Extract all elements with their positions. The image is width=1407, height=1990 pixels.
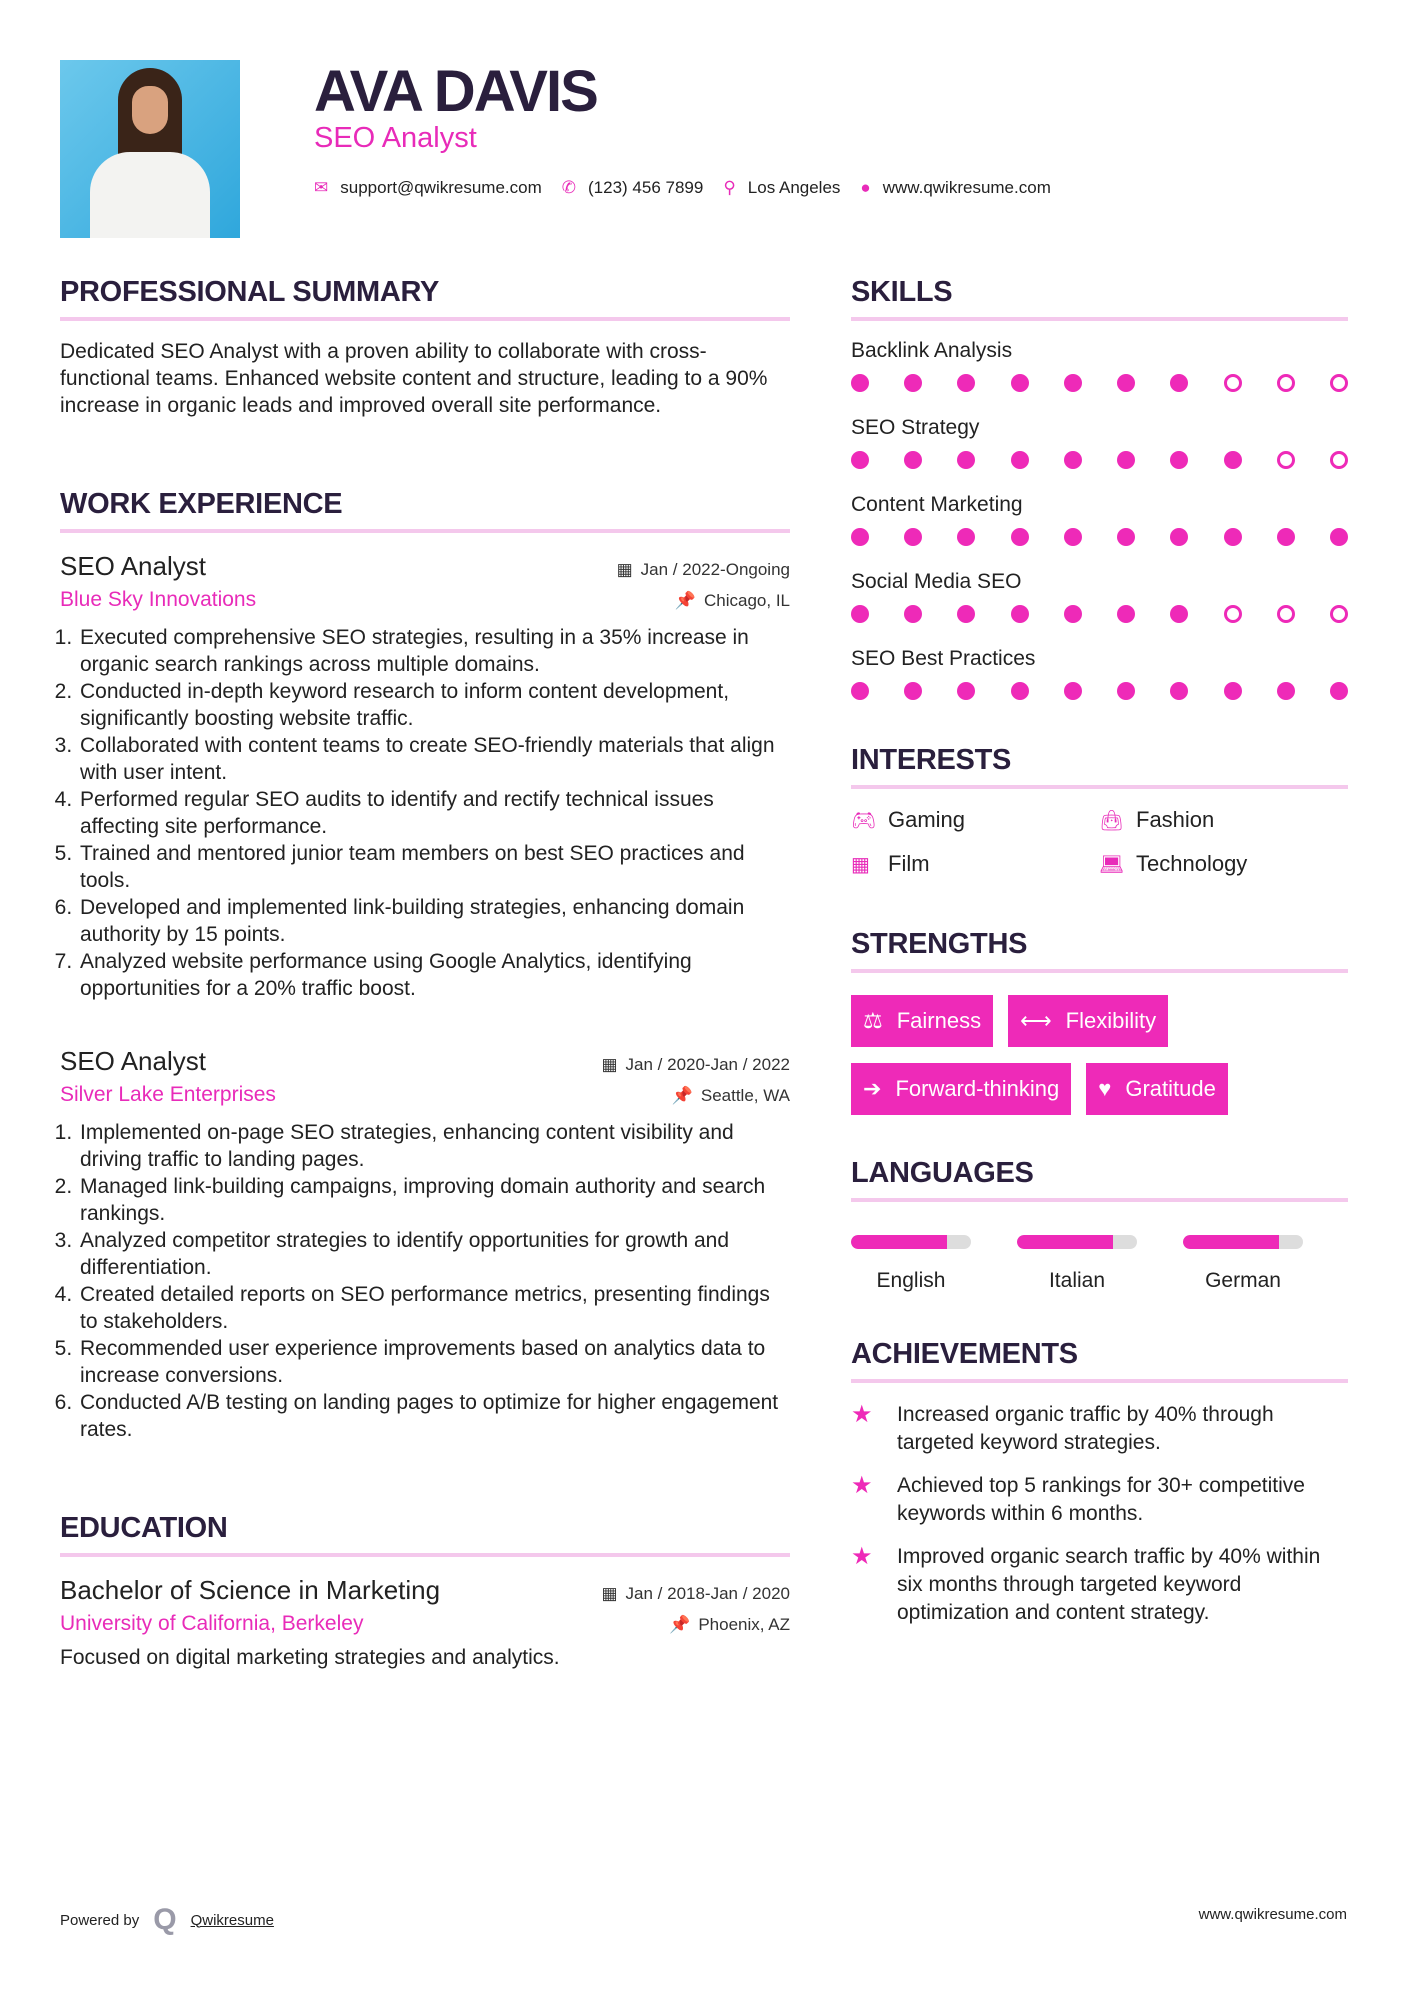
pushpin-icon: 📌 <box>669 1615 691 1634</box>
job-bullet: 1. Implemented on-page SEO strategies, enhancing content visibility and driving traffic to landing pages. <box>78 1119 790 1173</box>
job-bullet: 7. Analyzed website performance using Google Analytics, identifying opportunities for a 20% traffic boost. <box>78 948 790 1002</box>
map-pin-icon: ⚲ <box>723 178 736 197</box>
skill-dot-filled <box>851 528 869 546</box>
shooting-star-icon: ★ <box>851 1401 873 1428</box>
skill-dot-filled <box>1064 605 1082 623</box>
education-location: Phoenix, AZ <box>698 1615 790 1634</box>
language-level-bar <box>1183 1235 1303 1249</box>
qwikresume-link[interactable]: Qwikresume <box>190 1911 274 1929</box>
education-description: Focused on digital marketing strategies and analytics. <box>60 1646 560 1669</box>
skill-dot-filled <box>904 682 922 700</box>
job-date: Jan / 2020-Jan / 2022 <box>625 1055 790 1074</box>
strength-tag <box>1086 1063 1228 1115</box>
job-bullet: 2. Conducted in-depth keyword research to inform content development, significantly boosting website traffic. <box>78 678 790 732</box>
education-section <box>60 1512 790 1671</box>
skill-dot-empty <box>1277 374 1295 392</box>
skill-name: Content Marketing <box>851 493 1023 516</box>
skill-rating <box>851 528 1348 546</box>
language-name: German <box>1205 1269 1281 1292</box>
footer-website[interactable]: www.qwikresume.com <box>1198 1906 1347 1923</box>
section-heading: EDUCATION <box>60 1512 790 1557</box>
calendar-icon: ▦ <box>601 1584 618 1603</box>
skill-dot-filled <box>851 374 869 392</box>
shooting-star-icon: ★ <box>851 1543 873 1570</box>
skill-dot-filled <box>1330 682 1348 700</box>
achievement-item <box>851 1472 1348 1528</box>
company-name: Silver Lake Enterprises <box>60 1083 276 1106</box>
skill-name: SEO Strategy <box>851 416 980 439</box>
phone-text: (123) 456 7899 <box>588 178 704 197</box>
skill-dot-filled <box>957 682 975 700</box>
job-title: SEO Analyst <box>60 551 206 581</box>
language-level-bar <box>851 1235 971 1249</box>
skill-dot-filled <box>1277 682 1295 700</box>
job-entry <box>60 1046 790 1443</box>
skill-dot-filled <box>1170 374 1188 392</box>
skill-dot-filled <box>1011 605 1029 623</box>
skill-name: SEO Best Practices <box>851 647 1036 670</box>
skill-rating <box>851 451 1348 469</box>
achievement-text: Increased organic traffic by 40% through targeted keyword strategies. <box>897 1403 1274 1454</box>
skill-dot-filled <box>957 528 975 546</box>
skill-name: Backlink Analysis <box>851 339 1013 362</box>
balance-scale-icon: ⚖ <box>863 1008 883 1033</box>
skill-dot-filled <box>1011 374 1029 392</box>
laptop-icon: 💻︎ <box>1099 853 1125 876</box>
strengths-section <box>851 928 1348 1115</box>
skill-rating <box>851 682 1348 700</box>
skill-dot-filled <box>1170 451 1188 469</box>
skill-dot-filled <box>851 605 869 623</box>
skills-section <box>851 276 1348 724</box>
skill-name: Social Media SEO <box>851 570 1022 593</box>
achievement-text: Achieved top 5 rankings for 30+ competitive keywords within 6 months. <box>897 1474 1305 1525</box>
job-bullet: 6. Conducted A/B testing on landing pages to optimize for higher engagement rates. <box>78 1389 790 1443</box>
languages-section <box>851 1157 1348 1293</box>
email-link[interactable]: support@qwikresume.com <box>340 178 542 197</box>
skill-dot-empty <box>1277 605 1295 623</box>
experience-section <box>60 488 790 1443</box>
job-bullet: 5. Recommended user experience improvements based on analytics data to increase conversions. <box>78 1335 790 1389</box>
gamepad-icon: 🎮︎ <box>851 809 877 832</box>
interests-section <box>851 744 1348 877</box>
skill-dot-filled <box>1117 528 1135 546</box>
skill-dot-filled <box>1011 528 1029 546</box>
skill-dot-filled <box>1170 605 1188 623</box>
phone-icon: ✆ <box>561 178 576 197</box>
skill-dot-filled <box>851 682 869 700</box>
skill-dot-empty <box>1330 605 1348 623</box>
skill-dot-empty <box>1277 451 1295 469</box>
strength-label: Flexibility <box>1065 1008 1157 1033</box>
job-bullet: 4. Performed regular SEO audits to identify and rectify technical issues affecting site performance. <box>78 786 790 840</box>
strength-label: Fairness <box>896 1008 982 1033</box>
summary-section <box>60 276 790 419</box>
pushpin-icon: 📌 <box>674 591 696 610</box>
job-bullet: 5. Trained and mentored junior team members on best SEO practices and tools. <box>78 840 790 894</box>
section-heading: PROFESSIONAL SUMMARY <box>60 276 790 321</box>
skill-dot-empty <box>1330 451 1348 469</box>
achievement-item <box>851 1401 1348 1457</box>
skill-dot-filled <box>1277 528 1295 546</box>
job-bullet: 6. Developed and implemented link-building strategies, enhancing domain authority by 15 points. <box>78 894 790 948</box>
interest-label: Film <box>888 851 930 876</box>
language-name: Italian <box>1048 1269 1106 1292</box>
skill-dot-filled <box>1117 605 1135 623</box>
achievement-text: Improved organic search traffic by 40% within six months through targeted keyword optimization and content strategy. <box>897 1545 1321 1624</box>
shooting-star-icon: ★ <box>851 1472 873 1499</box>
skill-dot-empty <box>1224 605 1242 623</box>
skill-dot-filled <box>957 374 975 392</box>
skill-dot-filled <box>1011 451 1029 469</box>
skill-dot-filled <box>1064 374 1082 392</box>
candidate-title: SEO Analyst <box>314 122 477 154</box>
strength-tag <box>851 995 993 1047</box>
language-level-bar <box>1017 1235 1137 1249</box>
heart-icon: ♥ <box>1098 1076 1112 1101</box>
calendar-icon: ▦ <box>601 1055 618 1074</box>
strength-tag <box>1008 995 1168 1047</box>
job-bullet: 3. Collaborated with content teams to create SEO-friendly materials that align with user intent. <box>78 732 790 786</box>
skill-dot-empty <box>1224 374 1242 392</box>
interest-item <box>1099 807 1347 833</box>
job-bullet: 1. Executed comprehensive SEO strategies, resulting in a 35% increase in organic search rankings across multiple domains. <box>78 624 790 678</box>
arrows-horizontal-icon: ⟷ <box>1020 1008 1052 1033</box>
skill-dot-empty <box>1330 374 1348 392</box>
website-link[interactable]: www.qwikresume.com <box>882 178 1051 197</box>
skill-dot-filled <box>904 528 922 546</box>
skill-dot-filled <box>1064 528 1082 546</box>
job-location: Seattle, WA <box>700 1086 790 1105</box>
achievement-item <box>851 1543 1348 1627</box>
education-date: Jan / 2018-Jan / 2020 <box>625 1584 790 1603</box>
interest-item <box>851 851 1099 877</box>
skill-rating <box>851 605 1348 623</box>
arrow-right-icon: ➔ <box>863 1076 882 1101</box>
skill-dot-filled <box>904 451 922 469</box>
qwikresume-logo-icon: Q <box>153 1903 177 1936</box>
job-title: SEO Analyst <box>60 1046 206 1076</box>
interest-item <box>1099 851 1347 877</box>
interest-label: Technology <box>1136 851 1248 876</box>
location-text: Los Angeles <box>747 178 841 197</box>
strength-label: Gratitude <box>1125 1076 1216 1101</box>
interest-label: Fashion <box>1136 807 1215 832</box>
skill-dot-filled <box>1330 528 1348 546</box>
strength-label: Forward-thinking <box>895 1076 1060 1101</box>
company-name: Blue Sky Innovations <box>60 588 257 611</box>
calendar-icon: ▦ <box>616 560 633 579</box>
interest-item <box>851 807 1099 833</box>
skill-dot-filled <box>1011 682 1029 700</box>
skill-dot-filled <box>1064 682 1082 700</box>
skill-dot-filled <box>851 451 869 469</box>
section-heading: WORK EXPERIENCE <box>60 488 790 533</box>
job-entry <box>60 551 790 1002</box>
powered-by-text: Powered by <box>60 1911 140 1929</box>
achievements-section <box>851 1338 1348 1642</box>
skill-dot-filled <box>1170 682 1188 700</box>
job-bullets <box>60 624 790 1002</box>
job-bullets <box>60 1119 790 1443</box>
strength-tag <box>851 1063 1071 1115</box>
footer-powered-by <box>60 1903 274 1937</box>
contact-bar <box>314 178 1071 198</box>
summary-text: Dedicated SEO Analyst with a proven ability to collaborate with cross-functional teams. Enhanced website content and structure, leading to a 90% increase in organic leads and improved overall site performance. <box>60 340 768 417</box>
skill-dot-filled <box>904 605 922 623</box>
profile-photo <box>60 60 240 238</box>
job-date: Jan / 2022-Ongoing <box>640 560 790 579</box>
section-heading: STRENGTHS <box>851 928 1348 973</box>
section-heading: SKILLS <box>851 276 1348 321</box>
skill-dot-filled <box>904 374 922 392</box>
skill-dot-filled <box>1170 528 1188 546</box>
skill-rating <box>851 374 1348 392</box>
section-heading: ACHIEVEMENTS <box>851 1338 1348 1383</box>
skill-dot-filled <box>1117 451 1135 469</box>
language-item <box>1017 1235 1137 1293</box>
section-heading: LANGUAGES <box>851 1157 1348 1202</box>
job-bullet: 4. Created detailed reports on SEO performance metrics, presenting findings to stakeholders. <box>78 1281 790 1335</box>
globe-icon: ● <box>860 178 871 197</box>
section-heading: INTERESTS <box>851 744 1348 789</box>
skill-dot-filled <box>1117 374 1135 392</box>
school-name: University of California, Berkeley <box>60 1612 364 1635</box>
interest-label: Gaming <box>888 807 966 832</box>
degree-title: Bachelor of Science in Marketing <box>60 1575 441 1605</box>
skill-dot-filled <box>1224 682 1242 700</box>
language-item <box>1183 1235 1303 1293</box>
skill-dot-filled <box>1224 528 1242 546</box>
skill-dot-filled <box>1064 451 1082 469</box>
language-item <box>851 1235 971 1293</box>
pushpin-icon: 📌 <box>671 1086 693 1105</box>
skill-dot-filled <box>957 605 975 623</box>
language-name: English <box>876 1269 946 1292</box>
job-bullet: 2. Managed link-building campaigns, improving domain authority and search rankings. <box>78 1173 790 1227</box>
envelope-icon: ✉ <box>314 178 329 197</box>
skill-dot-filled <box>1117 682 1135 700</box>
job-location: Chicago, IL <box>704 591 790 610</box>
candidate-name: AVA DAVIS <box>314 59 597 124</box>
skill-dot-filled <box>957 451 975 469</box>
skill-dot-filled <box>1224 451 1242 469</box>
job-bullet: 3. Analyzed competitor strategies to identify opportunities for growth and differentiation. <box>78 1227 790 1281</box>
film-icon: ▦ <box>851 853 870 876</box>
shopping-bag-icon: 👜︎ <box>1099 809 1125 832</box>
